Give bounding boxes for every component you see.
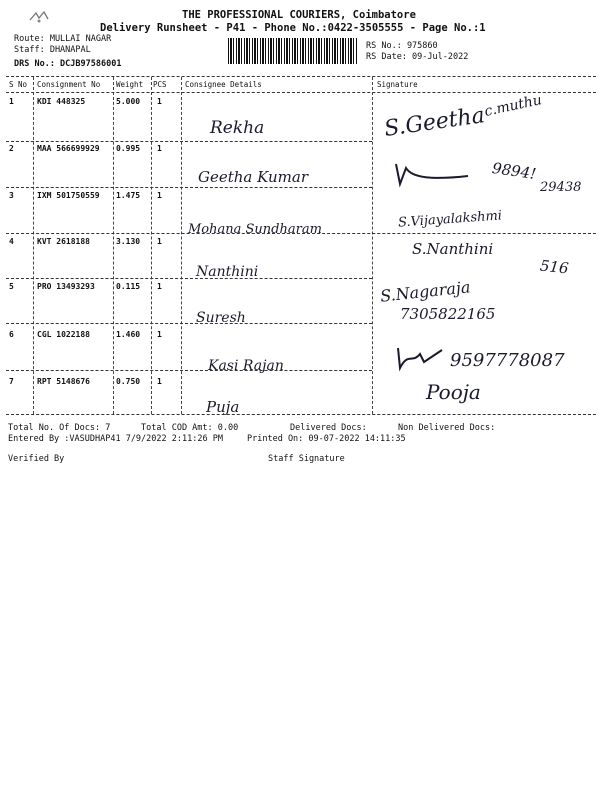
row-4-consignee-handwriting: Nanthini bbox=[196, 264, 259, 280]
row-5-consignment: PRO 13493293 bbox=[37, 282, 95, 291]
rs-date: RS Date: 09-Jul-2022 bbox=[366, 52, 469, 62]
row-1-rule bbox=[6, 141, 372, 142]
row-2-consignee-handwriting: Geetha Kumar bbox=[198, 168, 309, 186]
col-header-consignment: Consignment No bbox=[37, 80, 101, 89]
row-3-rule bbox=[6, 233, 596, 234]
row-2-weight: 0.995 bbox=[116, 144, 141, 153]
col-divider bbox=[151, 77, 152, 414]
row-7-pcs: 1 bbox=[157, 377, 162, 386]
row-5-rule bbox=[6, 323, 372, 324]
row-7-weight: 0.750 bbox=[116, 377, 141, 386]
table-header-rule bbox=[6, 92, 596, 93]
row-7-signature: Pooja bbox=[426, 380, 481, 404]
printed-on: Printed On: 09-07-2022 14:11:35 bbox=[247, 434, 406, 444]
staff-signature-label: Staff Signature bbox=[268, 454, 345, 464]
row-1-weight: 5.000 bbox=[116, 97, 141, 106]
row-2-pcs: 1 bbox=[157, 144, 162, 153]
row-6-signature-scribble-icon bbox=[394, 342, 446, 372]
entered-by: Entered By :VASUDHAP41 7/9/2022 2:11:26 PM bbox=[8, 434, 223, 444]
row-4-consignment: KVT 2618188 bbox=[37, 237, 90, 246]
row-2-consignment: MAA 566699929 bbox=[37, 144, 100, 153]
staff-label: Staff: DHANAPAL bbox=[14, 45, 91, 55]
row-6-pcs: 1 bbox=[157, 330, 162, 339]
total-cod-amount: Total COD Amt: 0.00 bbox=[141, 423, 239, 433]
row-2-signature-scribble-icon bbox=[392, 160, 472, 190]
row-5-signature: S.Nagaraja bbox=[379, 277, 472, 306]
row-5-weight: 0.115 bbox=[116, 282, 141, 291]
rs-number: RS No.: 975860 bbox=[366, 41, 438, 51]
row-6-rule bbox=[6, 370, 372, 371]
row-6-consignee-handwriting: Kasi Rajan bbox=[208, 358, 284, 374]
non-delivered-docs: Non Delivered Docs: bbox=[398, 423, 496, 433]
col-divider bbox=[113, 77, 114, 414]
barcode-icon bbox=[228, 38, 358, 64]
row-2-rule bbox=[6, 187, 372, 188]
row-6-signature: 9597778087 bbox=[450, 350, 565, 371]
col-header-signature: Signature bbox=[377, 80, 418, 89]
delivered-docs: Delivered Docs: bbox=[290, 423, 367, 433]
row-2-sno: 2 bbox=[9, 144, 14, 153]
row-3-weight: 1.475 bbox=[116, 191, 141, 200]
row-6-consignment: CGL 1022188 bbox=[37, 330, 90, 339]
row-5-sno: 5 bbox=[9, 282, 14, 291]
table-bottom-rule bbox=[6, 414, 596, 415]
route-label: Route: MULLAI NAGAR bbox=[14, 34, 112, 44]
row-3-pcs: 1 bbox=[157, 191, 162, 200]
company-title: THE PROFESSIONAL COURIERS, Coimbatore bbox=[182, 9, 416, 21]
table-top-rule bbox=[6, 76, 596, 77]
runsheet-subtitle: Delivery Runsheet - P41 - Phone No.:0422-3505555 - Page No.:1 bbox=[100, 22, 486, 34]
row-4-weight: 3.130 bbox=[116, 237, 141, 246]
col-header-consignee: Consignee Details bbox=[185, 80, 262, 89]
courier-logo-icon bbox=[28, 10, 50, 24]
row-1-consignment: KDI 448325 bbox=[37, 97, 86, 106]
row-7-sno: 7 bbox=[9, 377, 14, 386]
row-4-note: 516 bbox=[539, 256, 570, 278]
row-1-note: c.muthu bbox=[482, 92, 544, 120]
col-header-sno: S No bbox=[9, 80, 28, 89]
row-1-signature: S.Geetha bbox=[382, 103, 487, 142]
row-3-consignee-handwriting: Mohana Sundharam bbox=[188, 222, 322, 237]
drs-number: DRS No.: DCJB97586001 bbox=[14, 59, 122, 69]
col-divider bbox=[33, 77, 34, 414]
row-1-sno: 1 bbox=[9, 97, 14, 106]
row-2-signature: 9894! bbox=[490, 159, 538, 183]
col-divider bbox=[181, 77, 182, 414]
col-header-pcs: PCS bbox=[153, 80, 167, 89]
row-5-note: 7305822165 bbox=[400, 305, 496, 323]
row-4-pcs: 1 bbox=[157, 237, 162, 246]
row-2-note: 29438 bbox=[540, 180, 582, 195]
row-6-weight: 1.460 bbox=[116, 330, 141, 339]
row-3-sno: 3 bbox=[9, 191, 14, 200]
col-header-weight: Weight bbox=[116, 80, 144, 89]
row-5-pcs: 1 bbox=[157, 282, 162, 291]
row-6-sno: 6 bbox=[9, 330, 14, 339]
row-7-consignee-handwriting: Puja bbox=[206, 398, 240, 416]
row-7-consignment: RPT 5148676 bbox=[37, 377, 90, 386]
row-4-rule bbox=[6, 278, 372, 279]
row-3-signature: S.Vijayalakshmi bbox=[397, 208, 503, 231]
row-4-signature: S.Nanthini bbox=[412, 240, 494, 258]
verified-by-label: Verified By bbox=[8, 454, 65, 464]
row-3-consignment: IXM 501750559 bbox=[37, 191, 100, 200]
col-divider bbox=[372, 77, 373, 414]
row-1-consignee-handwriting: Rekha bbox=[210, 118, 265, 138]
total-docs: Total No. Of Docs: 7 bbox=[8, 423, 111, 433]
row-1-pcs: 1 bbox=[157, 97, 162, 106]
row-4-sno: 4 bbox=[9, 237, 14, 246]
row-5-consignee-handwriting: Suresh bbox=[196, 310, 246, 326]
